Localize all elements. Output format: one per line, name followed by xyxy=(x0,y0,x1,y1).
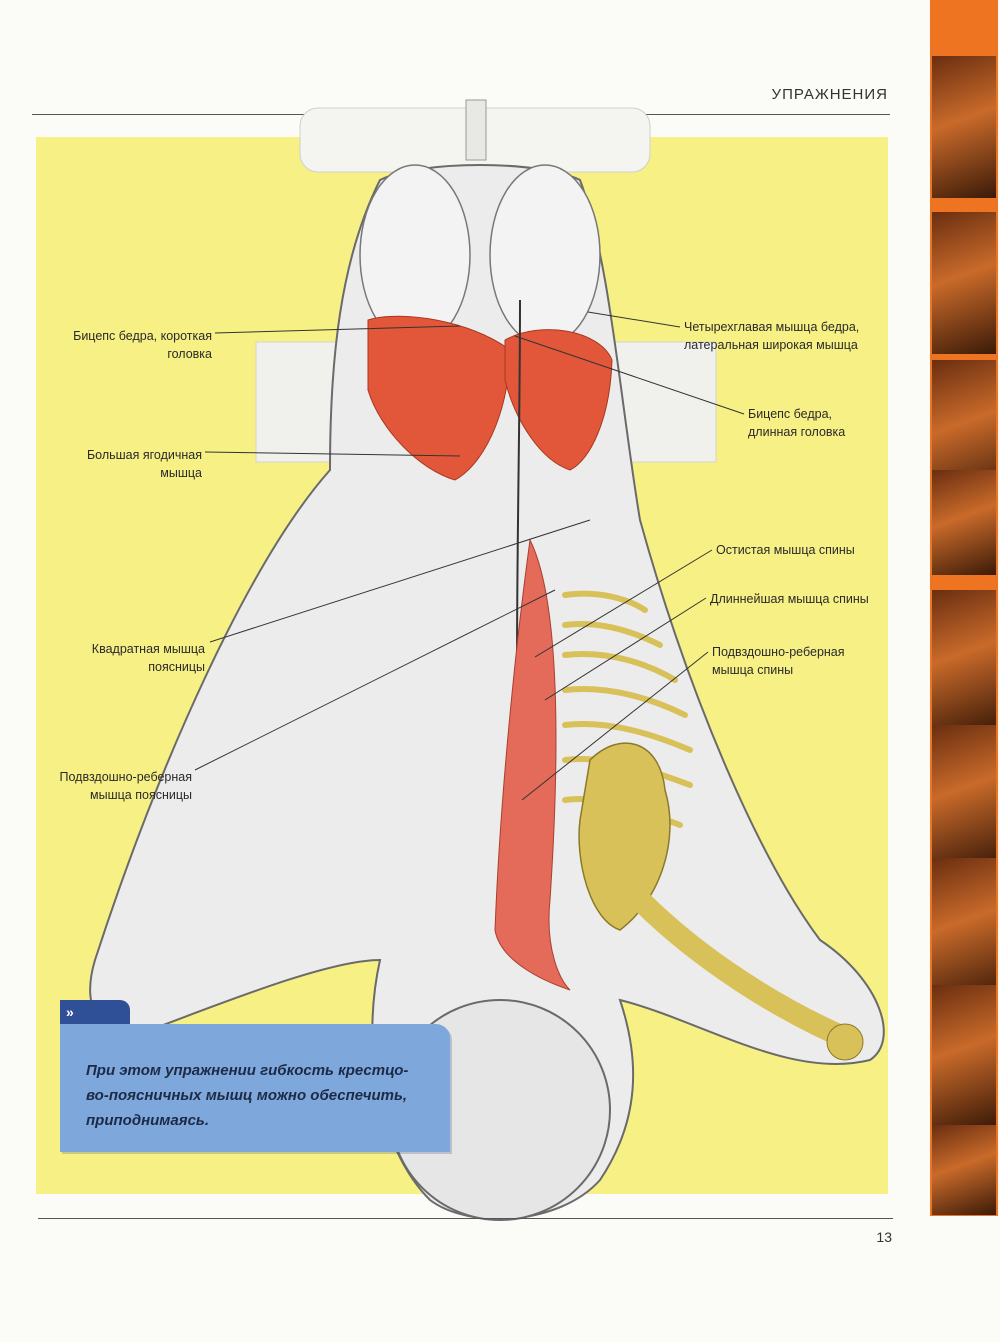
page-number: 13 xyxy=(876,1229,892,1245)
label-biceps-short-head: Бицепс бедра, короткая головка xyxy=(73,329,212,361)
sidebar-photo-2 xyxy=(932,212,996,354)
sidebar-photo-5 xyxy=(932,590,996,732)
label-quadratus-lumborum: Квадратная мышца поясницы xyxy=(91,642,205,674)
right-thigh xyxy=(490,165,600,345)
sidebar-photo-9 xyxy=(932,1125,996,1215)
sidebar-photo-4 xyxy=(932,470,996,575)
label-iliocostalis-thoracis: Подвздошно-реберная мышца спины xyxy=(712,645,845,677)
sidebar-photo-7 xyxy=(932,858,996,1000)
sidebar-photo-6 xyxy=(932,725,996,867)
label-iliocostalis-lumborum: Подвздошно-реберная мышца поясницы xyxy=(59,770,192,802)
label-spinalis: Остистая мышца спины xyxy=(716,543,855,557)
elbow-joint xyxy=(827,1024,863,1060)
bench-post xyxy=(466,100,486,160)
label-quadriceps-vastus-lateralis: Четырехглавая мышца бедра, латеральная широкая мышца xyxy=(684,320,860,352)
label-biceps-long-head: Бицепс бедра, длинная головка xyxy=(748,407,846,439)
callout-text: При этом упражнении гибкость крестцо-во-поясничных мышц можно обеспечить, приподнимаясь. xyxy=(86,1062,409,1129)
callout-tab: » xyxy=(60,1000,130,1024)
label-longissimus: Длиннейшая мышца спины xyxy=(710,592,869,606)
label-gluteus-maximus: Большая ягодичная мышца xyxy=(86,448,202,480)
sidebar-photo-8 xyxy=(932,985,996,1127)
sidebar-photo-1 xyxy=(932,56,996,198)
section-header: УПРАЖНЕНИЯ xyxy=(771,86,888,103)
footer-rule xyxy=(38,1218,893,1219)
